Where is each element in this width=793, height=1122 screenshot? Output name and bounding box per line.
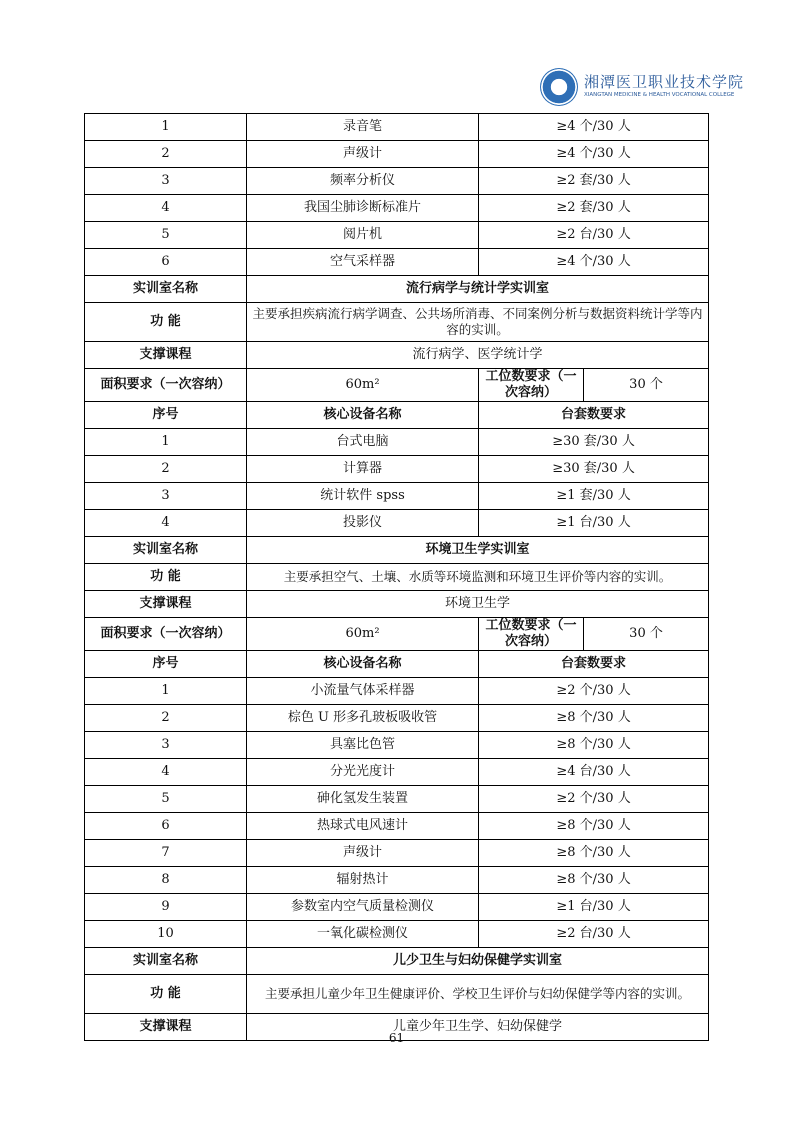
- lab-stations: 30 个: [584, 369, 709, 402]
- lab-name-row: 实训室名称 流行病学与统计学实训室: [85, 276, 709, 303]
- lab-course: 环境卫生学: [247, 591, 709, 618]
- table-row: 4 分光光度计 ≥4 台/30 人: [85, 759, 709, 786]
- table-row: 1 录音笔 ≥4 个/30 人: [85, 114, 709, 141]
- lab-stations: 30 个: [584, 618, 709, 651]
- table-row: 3 频率分析仪 ≥2 套/30 人: [85, 168, 709, 195]
- lab-course-row: 支撑课程 环境卫生学: [85, 591, 709, 618]
- table-row: 2 棕色 U 形多孔玻板吸收管 ≥8 个/30 人: [85, 705, 709, 732]
- table-row: 7 声级计 ≥8 个/30 人: [85, 840, 709, 867]
- table-row: 4 我国尘肺诊断标准片 ≥2 套/30 人: [85, 195, 709, 222]
- lab-area-row: 面积要求（一次容纳） 60m² 工位数要求（一次容纳） 30 个: [85, 369, 709, 402]
- table-row: 6 空气采样器 ≥4 个/30 人: [85, 249, 709, 276]
- lab-course-row: 支撑课程 流行病学、医学统计学: [85, 342, 709, 369]
- table-row: 9 参数室内空气质量检测仪 ≥1 台/30 人: [85, 894, 709, 921]
- table-row: 10 一氧化碳检测仪 ≥2 台/30 人: [85, 921, 709, 948]
- lab-course: 儿童少年卫生学、妇幼保健学: [247, 1014, 709, 1041]
- table-row: 6 热球式电风速计 ≥8 个/30 人: [85, 813, 709, 840]
- lab-name-row: 实训室名称 环境卫生学实训室: [85, 537, 709, 564]
- equipment-header-row: 序号 核心设备名称 台套数要求: [85, 402, 709, 429]
- table-row: 2 计算器 ≥30 套/30 人: [85, 456, 709, 483]
- school-name-english: XIANGTAN MEDICINE & HEALTH VOCATIONAL COLLEGE: [584, 92, 735, 98]
- page-number: 61: [388, 1031, 405, 1045]
- school-emblem-icon: [540, 68, 578, 106]
- table-row: 2 声级计 ≥4 个/30 人: [85, 141, 709, 168]
- table-row: 1 小流量气体采样器 ≥2 个/30 人: [85, 678, 709, 705]
- table-row: 3 统计软件 spss ≥1 套/30 人: [85, 483, 709, 510]
- lab-name: 儿少卫生与妇幼保健学实训室: [247, 948, 709, 975]
- table-row: 4 投影仪 ≥1 台/30 人: [85, 510, 709, 537]
- lab-function-row: 功 能 主要承担儿童少年卫生健康评价、学校卫生评价与妇幼保健学等内容的实训。: [85, 975, 709, 1014]
- lab-area: 60m²: [247, 369, 479, 402]
- lab-area: 60m²: [247, 618, 479, 651]
- lab-name-row: 实训室名称 儿少卫生与妇幼保健学实训室: [85, 948, 709, 975]
- lab-name: 环境卫生学实训室: [247, 537, 709, 564]
- table-row: 1 台式电脑 ≥30 套/30 人: [85, 429, 709, 456]
- lab-area-row: 面积要求（一次容纳） 60m² 工位数要求（一次容纳） 30 个: [85, 618, 709, 651]
- lab-function: 主要承担儿童少年卫生健康评价、学校卫生评价与妇幼保健学等内容的实训。: [247, 975, 709, 1014]
- table-row: 5 阅片机 ≥2 台/30 人: [85, 222, 709, 249]
- lab-function-row: 功 能 主要承担空气、土壤、水质等环境监测和环境卫生评价等内容的实训。: [85, 564, 709, 591]
- lab-requirements-table: [84, 113, 709, 1041]
- table-row: 5 砷化氢发生装置 ≥2 个/30 人: [85, 786, 709, 813]
- table-row: 8 辐射热计 ≥8 个/30 人: [85, 867, 709, 894]
- lab-name: 流行病学与统计学实训室: [247, 276, 709, 303]
- equipment-header-row: 序号 核心设备名称 台套数要求: [85, 651, 709, 678]
- lab-function: 主要承担疾病流行病学调查、公共场所消毒、不同案例分析与数据资料统计学等内容的实训。: [247, 303, 709, 342]
- lab-course: 流行病学、医学统计学: [247, 342, 709, 369]
- school-logo: [540, 68, 744, 108]
- school-name: 湘潭医卫职业技术学院: [584, 73, 744, 91]
- lab-function-row: 功 能 主要承担疾病流行病学调查、公共场所消毒、不同案例分析与数据资料统计学等内容的实训。: [85, 303, 709, 342]
- table-row: 3 具塞比色管 ≥8 个/30 人: [85, 732, 709, 759]
- lab-function: 主要承担空气、土壤、水质等环境监测和环境卫生评价等内容的实训。: [247, 564, 709, 591]
- lab-course-row: 支撑课程 儿童少年卫生学、妇幼保健学: [85, 1014, 709, 1041]
